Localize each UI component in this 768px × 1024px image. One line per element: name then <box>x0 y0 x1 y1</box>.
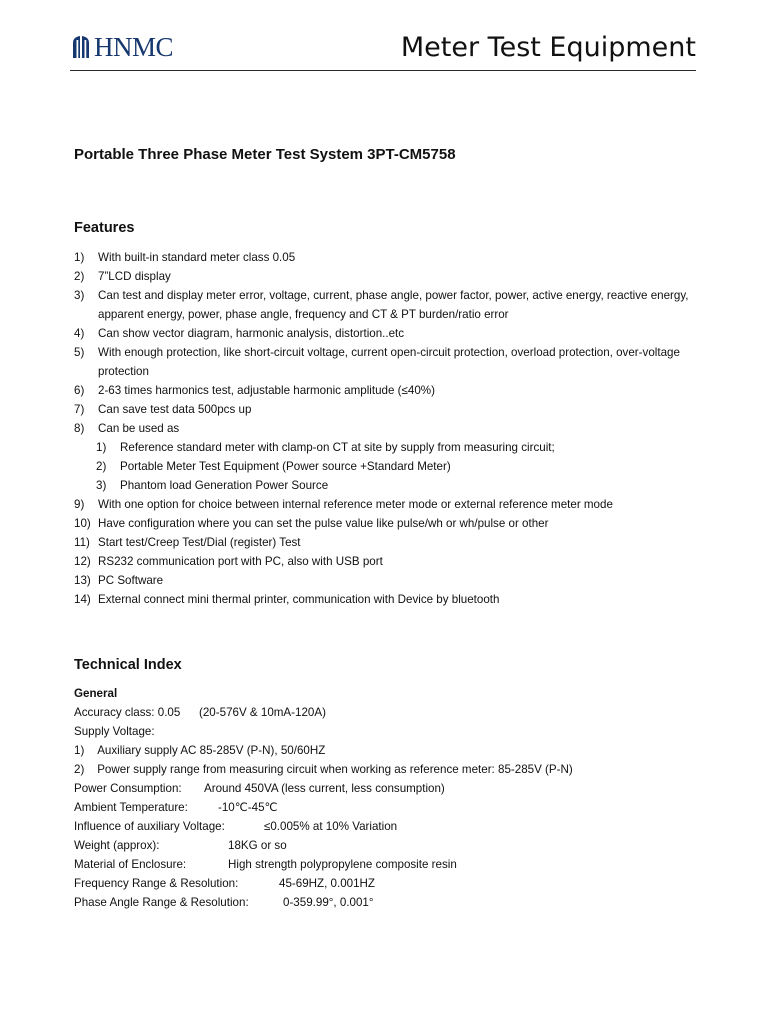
feature-item <box>74 400 696 419</box>
feature-subitem <box>74 476 696 495</box>
general-subheading: General <box>74 687 118 700</box>
feature-text: Phantom load Generation Power Source <box>120 479 329 492</box>
spec-value: ≤0.005% at 10% Variation <box>264 820 398 833</box>
spec-row <box>74 798 696 817</box>
feature-text: Portable Meter Test Equipment (Power source +Standard Meter) <box>120 460 451 473</box>
feature-text: Have configuration where you can set the pulse value like pulse/wh or wh/pulse or other <box>98 517 549 530</box>
feature-item <box>74 419 696 438</box>
feature-number: 2) <box>96 460 107 473</box>
feature-number: 9) <box>74 498 85 511</box>
feature-number: 4) <box>74 327 85 340</box>
feature-number: 2) <box>74 270 85 283</box>
feature-text: PC Software <box>98 574 164 587</box>
feature-number: 6) <box>74 384 85 397</box>
feature-text: Reference standard meter with clamp-on CT at site by supply from measuring circuit; <box>120 441 555 454</box>
logo-text: HNMC <box>94 32 174 62</box>
spec-row <box>74 741 696 760</box>
feature-number: 7) <box>74 403 85 416</box>
spec-row <box>74 703 696 722</box>
header-title: Meter Test Equipment <box>400 32 696 63</box>
spec-row <box>74 893 696 912</box>
spec-value: 0-359.99°, 0.001° <box>283 896 374 909</box>
spec-row <box>74 874 696 893</box>
document-title: Portable Three Phase Meter Test System 3PT-CM5758 <box>74 146 456 163</box>
spec-value: (20-576V & 10mA-120A) <box>199 706 326 719</box>
feature-number: 3) <box>96 479 107 492</box>
feature-number: 10) <box>74 517 91 530</box>
spec-label: 1) Auxiliary supply AC 85-285V (P-N), 50/60HZ <box>74 744 326 757</box>
spec-label: Frequency Range & Resolution: <box>74 877 239 890</box>
feature-number: 1) <box>96 441 107 454</box>
spec-label: Material of Enclosure: <box>74 858 187 871</box>
feature-item <box>74 248 696 267</box>
feature-item <box>74 590 696 609</box>
feature-item <box>74 514 696 533</box>
spec-row <box>74 779 696 798</box>
feature-text: 7”LCD display <box>98 270 171 283</box>
technical-index-heading: Technical Index <box>74 657 182 673</box>
spec-value: 18KG or so <box>228 839 287 852</box>
feature-text: 2-63 times harmonics test, adjustable harmonic amplitude (≤40%) <box>98 384 435 397</box>
feature-text: Can show vector diagram, harmonic analysis, distortion..etc <box>98 327 405 340</box>
features-heading: Features <box>74 220 135 236</box>
features-list <box>74 248 696 609</box>
feature-number: 3) <box>74 289 85 302</box>
feature-number: 12) <box>74 555 91 568</box>
feature-number: 11) <box>74 536 90 549</box>
spec-value: -10℃-45℃ <box>218 801 278 814</box>
spec-value: 45-69HZ, 0.001HZ <box>279 877 376 890</box>
feature-text: Can be used as <box>98 422 180 435</box>
spec-value: High strength polypropylene composite resin <box>228 858 457 871</box>
feature-item <box>74 324 696 343</box>
spec-label: Power Consumption: <box>74 782 182 795</box>
spec-label: Ambient Temperature: <box>74 801 188 814</box>
feature-item <box>74 533 696 552</box>
logo-icon <box>70 34 92 60</box>
feature-text: Can save test data 500pcs up <box>98 403 252 416</box>
feature-text: Start test/Creep Test/Dial (register) Test <box>98 536 301 549</box>
logo <box>70 34 173 60</box>
feature-text: Can test and display meter error, voltage, current, phase angle, power factor, power, active energy, reactive energy, apparent energy, power, phase angle, frequency and CT & PT burden/ratio error <box>98 289 689 321</box>
feature-number: 1) <box>74 251 85 264</box>
spec-row <box>74 817 696 836</box>
feature-number: 5) <box>74 346 85 359</box>
feature-item <box>74 381 696 400</box>
spec-row <box>74 722 696 741</box>
feature-text: With built-in standard meter class 0.05 <box>98 251 296 264</box>
spec-label: 2) Power supply range from measuring circuit when working as reference meter: 85-285V (P-N) <box>74 763 573 776</box>
feature-item <box>74 571 696 590</box>
feature-number: 13) <box>74 574 91 587</box>
feature-text: With one option for choice between internal reference meter mode or external reference meter mode <box>98 498 613 511</box>
feature-text: With enough protection, like short-circuit voltage, current open-circuit protection, overload protection, over-voltage protection <box>98 346 680 378</box>
feature-number: 14) <box>74 593 91 606</box>
spec-label: Phase Angle Range & Resolution: <box>74 896 249 909</box>
spec-label: Accuracy class: 0.05 <box>74 706 181 719</box>
feature-item <box>74 343 696 381</box>
spec-row <box>74 836 696 855</box>
feature-text: RS232 communication port with PC, also with USB port <box>98 555 383 568</box>
spec-row <box>74 855 696 874</box>
spec-label: Influence of auxiliary Voltage: <box>74 820 225 833</box>
spec-label: Supply Voltage: <box>74 725 155 738</box>
feature-subitem <box>74 457 696 476</box>
spec-row <box>74 760 696 779</box>
feature-item <box>74 286 696 324</box>
spec-label: Weight (approx): <box>74 839 160 852</box>
feature-subitem <box>74 438 696 457</box>
feature-text: External connect mini thermal printer, communication with Device by bluetooth <box>98 593 500 606</box>
feature-item <box>74 267 696 286</box>
spec-list <box>74 703 696 912</box>
feature-item <box>74 552 696 571</box>
feature-item <box>74 495 696 514</box>
page-header <box>70 24 696 71</box>
feature-number: 8) <box>74 422 85 435</box>
spec-value: Around 450VA (less current, less consumption) <box>204 782 445 795</box>
